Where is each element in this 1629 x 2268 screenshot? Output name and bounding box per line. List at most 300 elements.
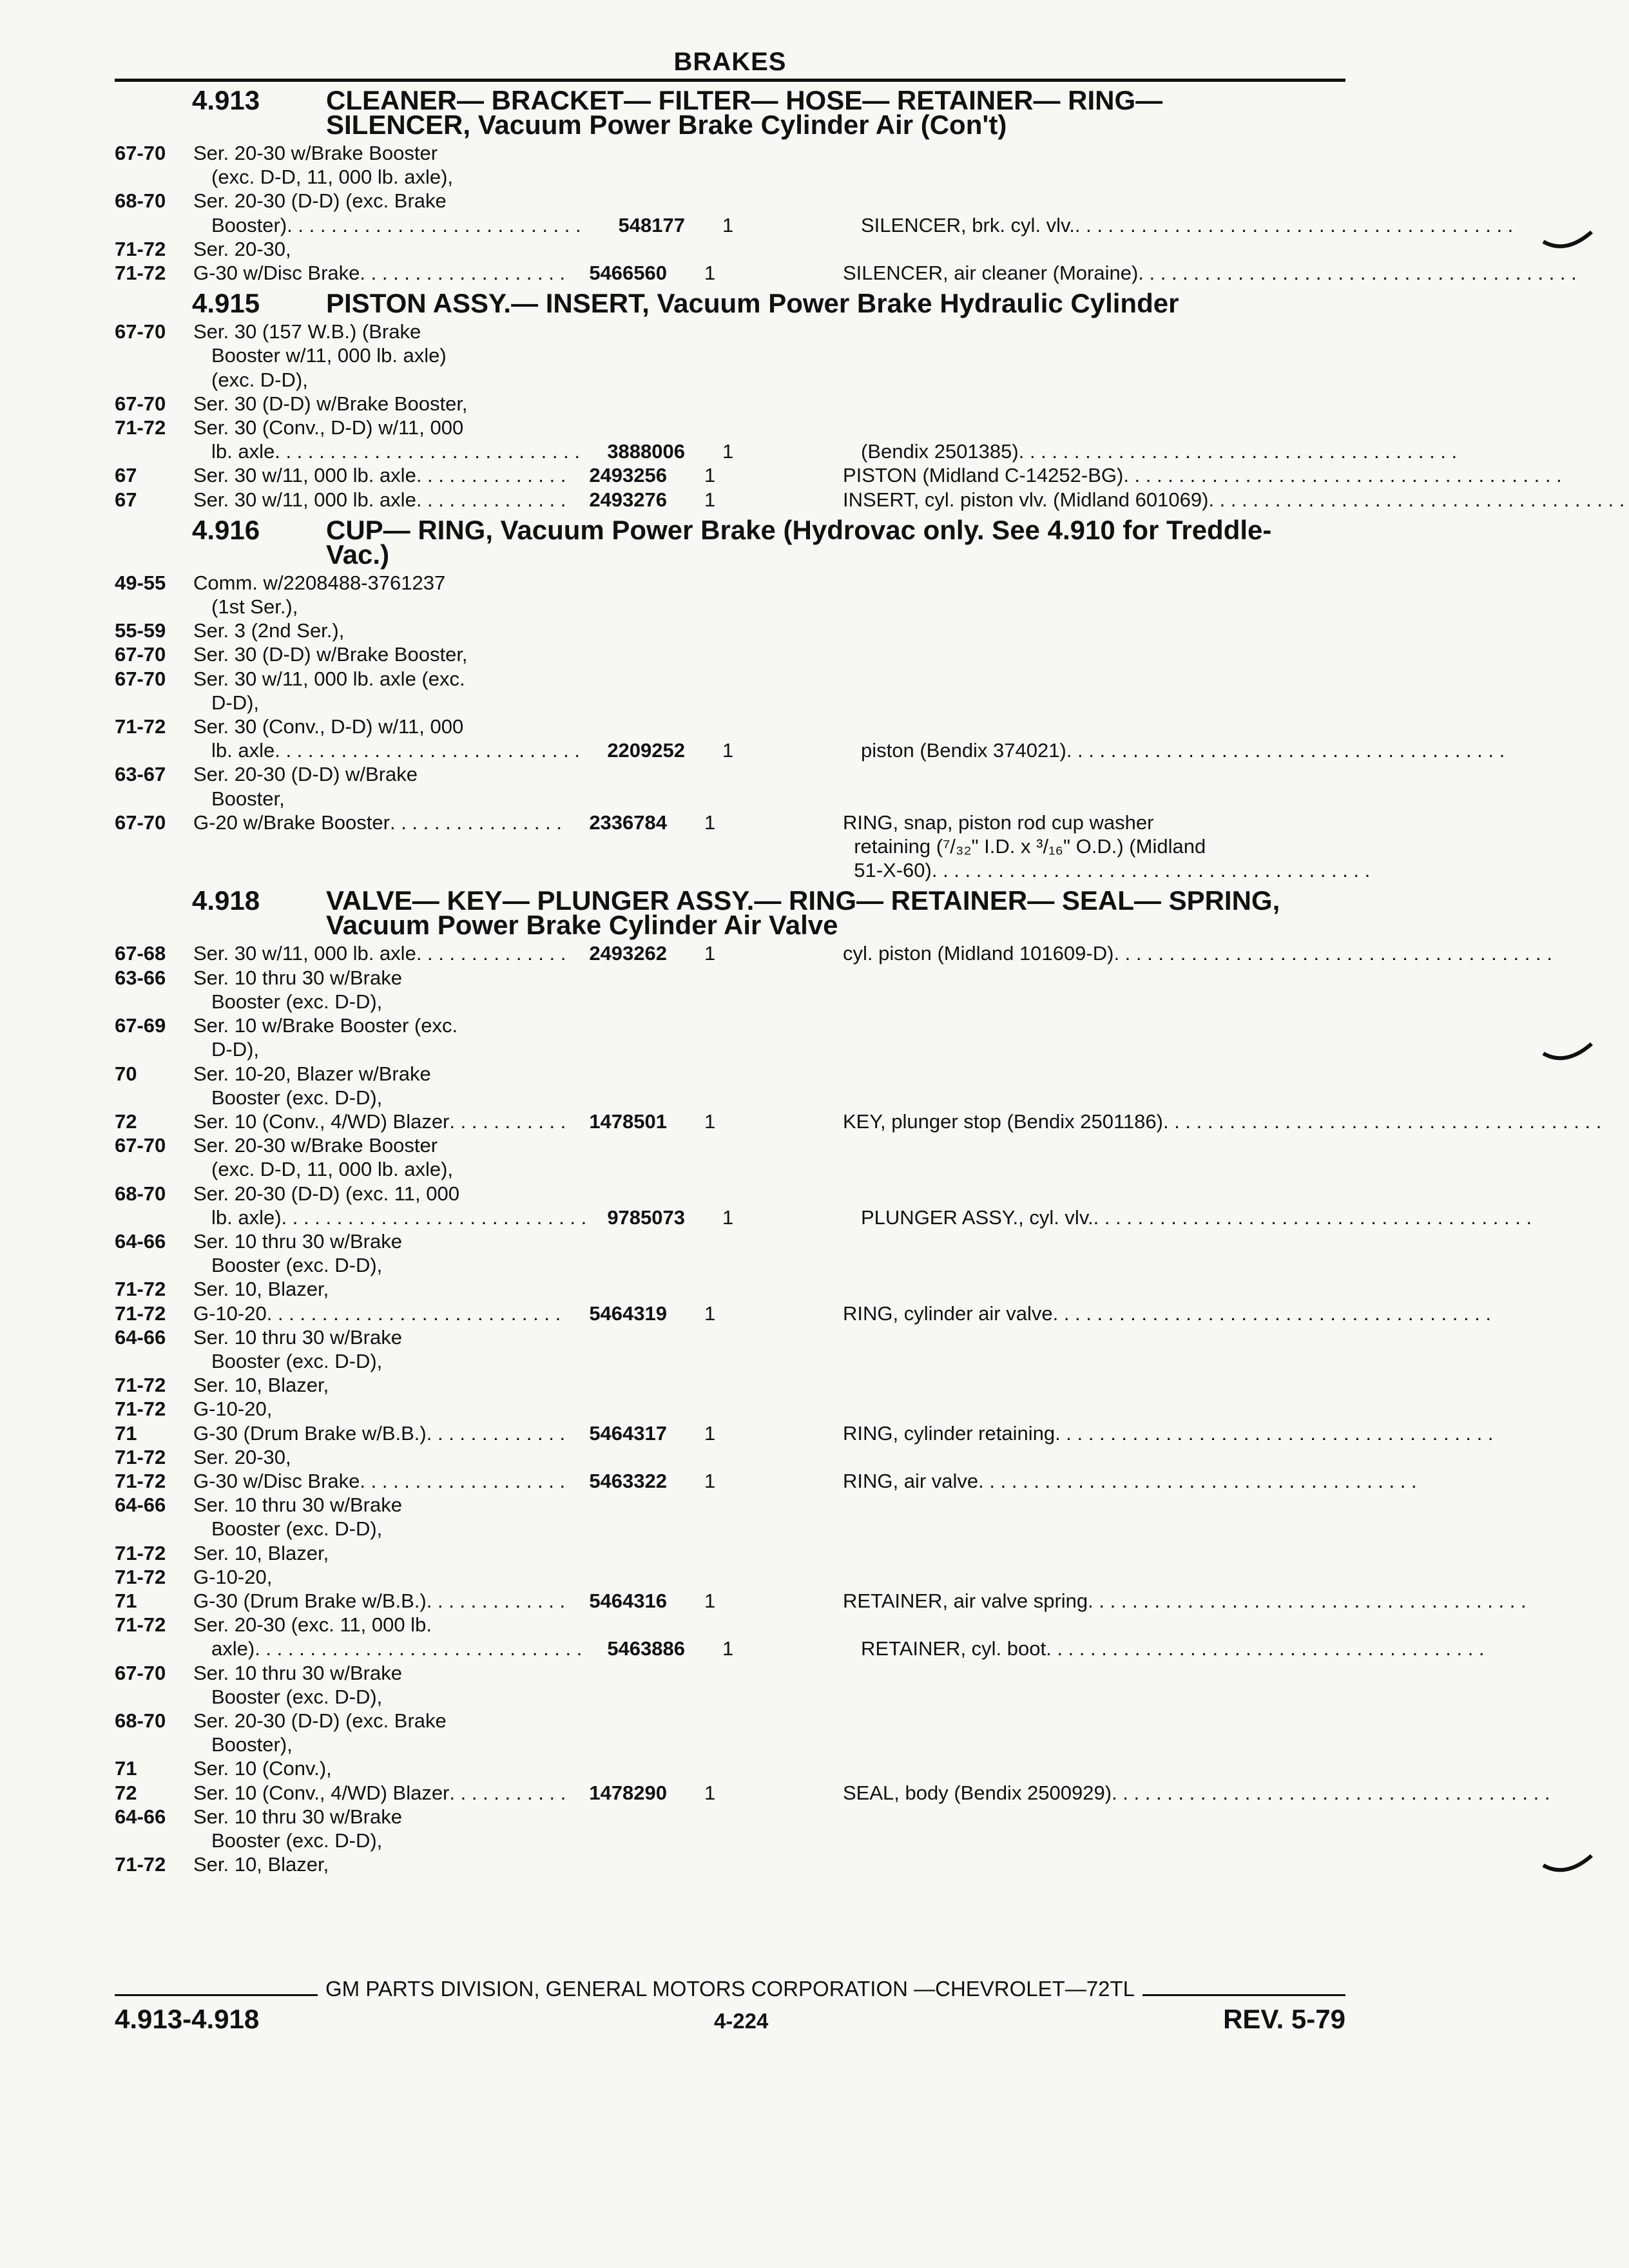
parts-row <box>115 141 1345 165</box>
parts-row <box>115 1517 1345 1541</box>
dot-leader <box>255 1637 585 1660</box>
model-years <box>115 990 193 1014</box>
application-text: G-30 (Drum Brake w/B.B.) <box>193 1421 427 1445</box>
footer-revision: REV. 5-79 <box>1223 2004 1345 2034</box>
description <box>748 213 1513 237</box>
model-years: 67-70 <box>115 667 166 690</box>
model-years <box>115 368 193 392</box>
quantity: 1 <box>704 262 716 285</box>
quantity <box>690 368 748 392</box>
description <box>748 1637 1485 1660</box>
part-number <box>567 1014 672 1037</box>
quantity: 1 <box>704 1302 716 1325</box>
model-years: 67-70 <box>115 320 166 343</box>
model-years: 67 <box>115 488 137 511</box>
description <box>748 738 1505 762</box>
application-text: Booster (exc. D-D), <box>211 1254 383 1277</box>
part-number: 1478501 <box>589 1110 667 1133</box>
application <box>193 1014 567 1037</box>
description <box>730 1325 1345 1349</box>
dot-leader <box>1113 941 1552 965</box>
footer-rule-right <box>1142 1994 1345 1996</box>
quantity <box>672 1325 730 1349</box>
model-years: 71-72 <box>115 715 166 738</box>
binder-mark-icon <box>1540 219 1598 258</box>
parts-row <box>115 1421 1345 1445</box>
application-text: G-30 (Drum Brake w/B.B.) <box>193 1589 427 1612</box>
model-years: 71-72 <box>115 1613 166 1637</box>
part-number <box>585 1253 690 1277</box>
application <box>193 1157 585 1181</box>
model-years: 71-72 <box>115 1853 166 1876</box>
application <box>193 1133 567 1157</box>
application <box>193 392 567 416</box>
part-number <box>585 343 690 367</box>
part-number <box>567 1852 672 1876</box>
application <box>193 1661 567 1685</box>
application <box>193 858 567 882</box>
application <box>193 320 567 343</box>
application-text: Ser. 10, Blazer, <box>193 1374 329 1397</box>
description <box>730 261 1577 285</box>
parts-row <box>115 261 1345 285</box>
application <box>193 261 567 285</box>
parts-row <box>115 1589 1345 1613</box>
description <box>730 1062 1345 1086</box>
application <box>193 1589 567 1613</box>
model-years <box>115 787 193 811</box>
parts-row <box>115 463 1345 487</box>
part-number <box>567 320 672 343</box>
application-text: Ser. 10 thru 30 w/Brake <box>193 1805 402 1828</box>
description <box>730 811 1345 834</box>
quantity <box>672 1541 730 1565</box>
quantity <box>690 990 748 1014</box>
application-text: D-D), <box>211 691 260 714</box>
model-years <box>115 213 193 237</box>
model-years: 71-72 <box>115 1541 166 1564</box>
application <box>193 1781 567 1805</box>
part-number <box>585 787 690 811</box>
quantity <box>672 1613 730 1637</box>
description <box>748 1517 1345 1541</box>
description <box>748 165 1345 189</box>
application-text: Ser. 20-30 (D-D) w/Brake <box>193 763 418 786</box>
part-number <box>585 368 690 392</box>
description-text: retaining (⁷/₃₂" I.D. x ³/₁₆" O.D.) (Midland <box>843 835 1206 858</box>
description <box>730 1852 1345 1876</box>
dot-leader <box>416 488 567 512</box>
model-years <box>115 1733 193 1756</box>
description <box>748 1253 1345 1277</box>
application <box>193 237 567 261</box>
parts-row <box>115 416 1345 439</box>
model-years <box>115 1037 193 1061</box>
quantity <box>690 595 748 619</box>
description <box>730 1756 1345 1780</box>
application-text: Ser. 3 (2nd Ser.), <box>193 619 345 642</box>
dot-leader <box>275 738 585 762</box>
description <box>730 571 1345 595</box>
quantity: 1 <box>704 488 716 511</box>
quantity <box>672 141 730 165</box>
quantity <box>690 1517 748 1541</box>
description <box>730 941 1552 965</box>
description <box>730 834 1345 858</box>
quantity: 1 <box>704 1589 716 1612</box>
description-text: RING, snap, piston rod cup washer <box>843 811 1154 834</box>
description-text: RING, cylinder retaining <box>843 1421 1055 1445</box>
model-years: 64-66 <box>115 1325 166 1349</box>
section-heading <box>115 514 1345 571</box>
binder-mark-icon <box>1540 1031 1598 1070</box>
description <box>730 1445 1345 1469</box>
description <box>730 762 1345 786</box>
part-number: 2493276 <box>589 488 667 511</box>
model-years: 71-72 <box>115 1565 166 1588</box>
description <box>730 1229 1345 1253</box>
description <box>730 1277 1345 1301</box>
application <box>193 811 567 834</box>
description <box>748 343 1345 367</box>
model-years: 71-72 <box>115 1302 166 1325</box>
quantity <box>672 1277 730 1301</box>
dot-leader <box>1075 213 1513 237</box>
description <box>730 1133 1345 1157</box>
part-number <box>567 1805 672 1829</box>
application <box>193 1469 567 1493</box>
application <box>193 1182 567 1206</box>
application <box>193 488 567 512</box>
application-text: Booster), <box>211 1733 293 1756</box>
dot-leader <box>1112 1781 1550 1805</box>
model-years: 63-67 <box>115 763 166 786</box>
dot-leader <box>267 1302 567 1325</box>
application-text: Ser. 10 thru 30 w/Brake <box>193 1661 402 1684</box>
application <box>193 738 585 762</box>
dot-leader <box>1138 261 1576 285</box>
description-text: RETAINER, cyl. boot <box>861 1637 1046 1660</box>
quantity <box>672 1182 730 1206</box>
model-years: 68-70 <box>115 189 166 213</box>
parts-row <box>115 1685 1345 1709</box>
quantity: 1 <box>704 1421 716 1445</box>
part-number: 5464316 <box>589 1589 667 1612</box>
model-years: 68-70 <box>115 1182 166 1205</box>
dot-leader <box>1019 439 1457 463</box>
parts-row <box>115 320 1345 343</box>
description <box>748 691 1345 715</box>
application-text: Booster, <box>211 787 285 810</box>
quantity <box>690 1349 748 1373</box>
dot-leader <box>1066 738 1505 762</box>
part-number: 5466560 <box>589 262 667 285</box>
description <box>730 189 1345 213</box>
model-years: 71-72 <box>115 1374 166 1397</box>
parts-row <box>115 1733 1345 1756</box>
application <box>193 1373 567 1397</box>
application <box>193 941 567 965</box>
description-text: SILENCER, air cleaner (Moraine) <box>843 262 1139 285</box>
part-number: 2336784 <box>589 811 667 834</box>
application-text: G-30 w/Disc Brake <box>193 1469 360 1492</box>
quantity <box>672 237 730 261</box>
description <box>748 595 1345 619</box>
application <box>193 1733 585 1756</box>
part-number <box>567 1133 672 1157</box>
application-text: Booster (exc. D-D), <box>211 990 383 1013</box>
application <box>193 1253 585 1277</box>
model-years: 67-70 <box>115 1661 166 1684</box>
application-text: G-10-20, <box>193 1565 273 1588</box>
description <box>730 667 1345 691</box>
model-years <box>115 1157 193 1181</box>
application-text: Ser. 20-30 (exc. 11, 000 lb. <box>193 1613 432 1637</box>
quantity <box>690 1733 748 1756</box>
description-text: 51-X-60) <box>843 859 932 882</box>
description <box>730 1373 1345 1397</box>
parts-row <box>115 1469 1345 1493</box>
application <box>193 1277 567 1301</box>
part-number <box>567 667 672 691</box>
quantity <box>672 762 730 786</box>
part-number <box>585 165 690 189</box>
model-years: 71-72 <box>115 1445 166 1468</box>
quantity <box>690 1829 748 1852</box>
quantity: 1 <box>704 1469 716 1492</box>
part-number <box>567 1493 672 1517</box>
part-number <box>585 1086 690 1110</box>
parts-row <box>115 1037 1345 1061</box>
description <box>730 1541 1345 1565</box>
application <box>193 1110 567 1133</box>
part-number: 3888006 <box>607 440 685 463</box>
part-number <box>567 1565 672 1589</box>
model-years: 64-66 <box>115 1805 166 1828</box>
quantity: 1 <box>704 464 716 487</box>
quantity <box>690 1685 748 1709</box>
application-text: Ser. 10 (Conv.), <box>193 1757 332 1780</box>
parts-row <box>115 738 1345 762</box>
application <box>193 1613 567 1637</box>
model-years <box>115 595 193 619</box>
description-text: piston (Bendix 374021) <box>861 739 1066 762</box>
part-number <box>585 1349 690 1373</box>
model-years: 67-70 <box>115 643 166 666</box>
parts-row <box>115 571 1345 595</box>
application-text: Ser. 30 w/11, 000 lb. axle (exc. <box>193 667 465 690</box>
model-years <box>115 439 193 463</box>
application-text: Ser. 20-30 (D-D) (exc. Brake <box>193 1709 447 1732</box>
application-text: (exc. D-D, 11, 000 lb. axle), <box>211 1158 454 1181</box>
application-text: Booster (exc. D-D), <box>211 1517 383 1541</box>
parts-row <box>115 1661 1345 1685</box>
section-title: VALVE— KEY— PLUNGER ASSY.— RING— RETAINER— SEAL— SPRING, Vacuum Power Brake Cylinder Air Valve <box>326 885 1280 941</box>
application-text: lb. axle) <box>211 1206 282 1229</box>
parts-row <box>115 343 1345 367</box>
parts-row <box>115 1182 1345 1206</box>
section-heading <box>115 885 1345 941</box>
catalog-page <box>115 45 1345 1876</box>
quantity: 1 <box>722 213 734 236</box>
description-text: (Bendix 2501385) <box>861 440 1019 463</box>
application <box>193 1421 567 1445</box>
model-years: 72 <box>115 1110 137 1133</box>
parts-row <box>115 213 1345 237</box>
parts-row <box>115 619 1345 642</box>
model-years <box>115 691 193 715</box>
part-number <box>567 966 672 990</box>
model-years: 71 <box>115 1757 137 1780</box>
part-number: 5463322 <box>589 1469 667 1492</box>
description-text: RING, air valve <box>843 1469 979 1492</box>
description <box>748 1206 1532 1229</box>
part-number: 2493256 <box>589 464 667 487</box>
application <box>193 213 585 237</box>
application-text: (1st Ser.), <box>211 595 298 619</box>
application-text: Ser. 10 thru 30 w/Brake <box>193 1494 402 1517</box>
footer-section-range: 4.913-4.918 <box>115 2004 260 2034</box>
quantity <box>672 1852 730 1876</box>
application-text: lb. axle <box>211 440 275 463</box>
quantity <box>672 642 730 666</box>
parts-row <box>115 1637 1345 1660</box>
parts-row <box>115 1229 1345 1253</box>
application-text: Ser. 10, Blazer, <box>193 1853 329 1876</box>
application-text: Ser. 30 w/11, 000 lb. axle <box>193 942 416 965</box>
quantity: 1 <box>722 440 734 463</box>
description <box>748 787 1345 811</box>
dot-leader <box>1053 1302 1491 1325</box>
application <box>193 1037 585 1061</box>
section-title: CUP— RING, Vacuum Power Brake (Hydrovac only. See 4.910 for Treddle-Vac.) <box>326 514 1272 570</box>
application <box>193 787 585 811</box>
part-number <box>585 990 690 1014</box>
parts-row <box>115 858 1345 882</box>
quantity: 1 <box>704 811 716 834</box>
parts-row <box>115 1110 1345 1133</box>
quantity: 1 <box>722 1206 734 1229</box>
description-text: KEY, plunger stop (Bendix 2501186) <box>843 1110 1163 1133</box>
model-years <box>115 1685 193 1709</box>
footer-page-number: 4-224 <box>713 2009 769 2033</box>
application <box>193 1062 567 1086</box>
parts-row <box>115 1781 1345 1805</box>
dot-leader <box>427 1421 567 1445</box>
application <box>193 343 585 367</box>
application <box>193 595 585 619</box>
application-text: Ser. 10 (Conv., 4/WD) Blazer <box>193 1110 450 1133</box>
application <box>193 368 585 392</box>
description <box>730 1565 1345 1589</box>
description <box>730 1302 1491 1325</box>
part-number <box>567 834 672 858</box>
part-number <box>567 1277 672 1301</box>
model-years: 67-70 <box>115 142 166 164</box>
quantity <box>672 1445 730 1469</box>
application <box>193 619 567 642</box>
quantity <box>690 343 748 367</box>
part-number <box>567 1325 672 1349</box>
model-years: 70 <box>115 1062 137 1085</box>
part-number <box>567 1541 672 1565</box>
parts-row <box>115 368 1345 392</box>
application-text: Booster (exc. D-D), <box>211 1349 383 1372</box>
quantity <box>672 834 730 858</box>
application <box>193 642 567 666</box>
model-years: 67-70 <box>115 392 166 415</box>
model-years: 71-72 <box>115 416 166 439</box>
parts-row <box>115 1014 1345 1037</box>
parts-row <box>115 1756 1345 1780</box>
part-number <box>567 1229 672 1253</box>
model-years <box>115 738 193 762</box>
parts-row <box>115 1157 1345 1181</box>
description <box>730 1781 1550 1805</box>
quantity <box>690 1253 748 1277</box>
application <box>193 463 567 487</box>
dot-leader <box>1208 488 1629 512</box>
application <box>193 762 567 786</box>
parts-row <box>115 1133 1345 1157</box>
parts-row <box>115 811 1345 834</box>
application-text: Ser. 20-30 (D-D) (exc. 11, 000 <box>193 1182 459 1205</box>
part-number <box>567 1397 672 1421</box>
application <box>193 1302 567 1325</box>
part-number <box>585 691 690 715</box>
quantity <box>672 1493 730 1517</box>
description <box>730 1469 1417 1493</box>
model-years <box>115 1349 193 1373</box>
footer-info-line <box>115 2004 1345 2035</box>
part-number <box>567 762 672 786</box>
parts-row <box>115 595 1345 619</box>
part-number <box>585 595 690 619</box>
parts-row <box>115 1805 1345 1829</box>
application <box>193 1229 567 1253</box>
description <box>730 966 1345 990</box>
model-years: 64-66 <box>115 1229 166 1253</box>
description <box>730 392 1345 416</box>
parts-row <box>115 1349 1345 1373</box>
parts-row <box>115 642 1345 666</box>
quantity: 1 <box>704 1110 716 1133</box>
parts-row <box>115 1613 1345 1637</box>
application <box>193 990 585 1014</box>
application <box>193 416 567 439</box>
application <box>193 1517 585 1541</box>
quantity <box>672 667 730 691</box>
part-number <box>567 141 672 165</box>
dot-leader <box>1046 1637 1484 1660</box>
application <box>193 1637 585 1660</box>
part-number <box>567 1613 672 1637</box>
application-text: G-20 w/Brake Booster <box>193 811 390 834</box>
model-years: 49-55 <box>115 571 166 594</box>
description-text: SILENCER, brk. cyl. vlv. <box>861 213 1075 236</box>
part-number: 1478290 <box>589 1781 667 1804</box>
quantity <box>672 1397 730 1421</box>
parts-row <box>115 1565 1345 1589</box>
description <box>730 1709 1345 1733</box>
part-number <box>567 189 672 213</box>
application <box>193 1493 567 1517</box>
parts-section <box>115 287 1345 512</box>
dot-leader <box>275 439 585 463</box>
section-number: 4.915 <box>192 288 260 319</box>
application-text: Ser. 30 (157 W.B.) (Brake <box>193 320 421 343</box>
application-text: G-10-20 <box>193 1302 267 1325</box>
